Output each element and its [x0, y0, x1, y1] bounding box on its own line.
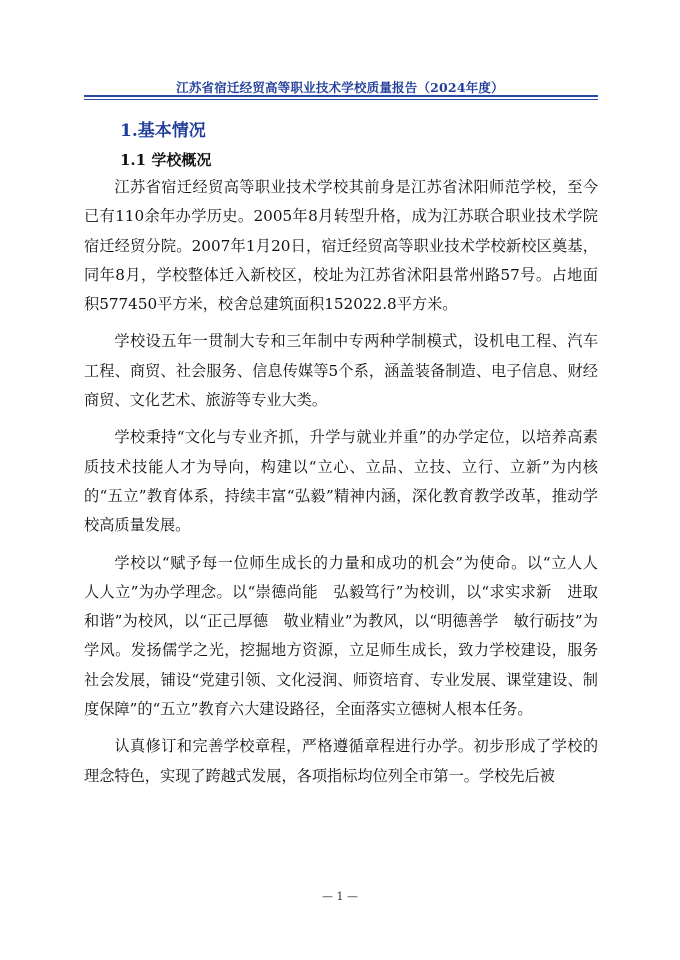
header-rule-thick — [84, 95, 598, 97]
paragraph: 认真修订和完善学校章程，严格遵循章程进行办学。初步形成了学校的理念特色，实现了跨越式发展，各项指标均位列全市第一。学校先后被 — [84, 737, 598, 785]
section-heading: 1.基本情况 — [120, 121, 206, 141]
paragraph: 学校以“赋予每一位师生成长的力量和成功的机会”为使命。以“立人人 人人立”为办学理念。以“崇德尚能 弘毅笃行”为校训，以“求实求新 进取和谐”为校风，以“正己厚德 敬业精业”为教风，以“明德善学 敏行砺技”为学风。发扬儒学之光，挖掘地方资源，立足师生成长，致力学校建设，服务社会发展，铺设“党建引领、文化浸润、师资培育、专业发展、课堂建设、制度保障”的“五立”教育六大建设路径，全面落实立德树人根本任务。 — [84, 553, 614, 719]
paragraph: 学校设五年一贯制大专和三年制中专两种学制模式，设机电工程、汽车工程、商贸、社会服务、信息传媒等5个系，涵盖装备制造、电子信息、财经商贸、文化艺术、旅游等专业大类。 — [84, 332, 598, 410]
body-text — [84, 173, 614, 799]
paragraph: 学校秉持“文化与专业齐抓，升学与就业并重”的办学定位，以培养高素质技术技能人才为导向，构建以“立心、立品、立技、立行、立新”为内核的“五立”教育体系，持续丰富“弘毅”精神内涵，深化教育教学改革，推动学校高质量发展。 — [84, 428, 598, 535]
page-number: — 1 — — [322, 890, 358, 903]
header-rule-thin — [84, 99, 598, 100]
running-header: 江苏省宿迁经贸高等职业技术学校质量报告（2024年度） — [176, 80, 504, 95]
subsection-heading: 1.1 学校概况 — [120, 151, 212, 169]
paragraph: 江苏省宿迁经贸高等职业技术学校其前身是江苏省沭阳师范学校，至今已有110余年办学历史。2005年8月转型升格，成为江苏联合职业技术学院宿迁经贸分院。2007年1月20日，宿迁经贸高等职业技术学校新校区奠基，同年8月，学校整体迁入新校区，校址为江苏省沭阳县常州路57号。占地面积577450平方米，校舍总建筑面积152022.8平方米。 — [84, 178, 598, 314]
